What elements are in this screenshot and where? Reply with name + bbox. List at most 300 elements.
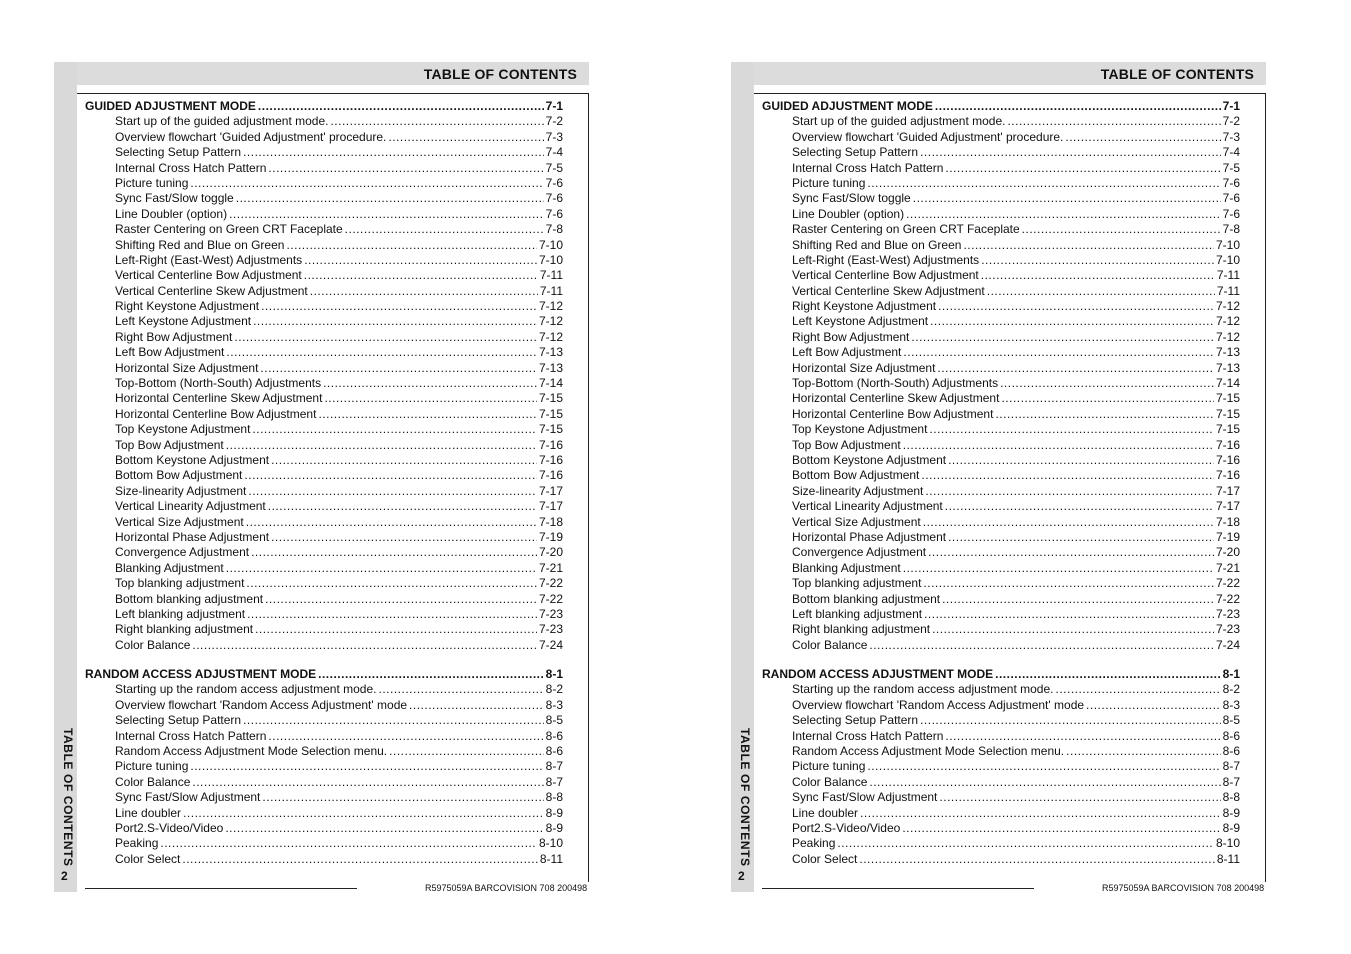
toc-entry-page: 7-8 [545, 222, 563, 237]
toc-entry-title: Horizontal Phase Adjustment [792, 529, 947, 544]
toc-entry-page: 7-5 [1222, 160, 1240, 175]
toc-entry-title: Color Select [792, 851, 858, 866]
toc-entry-page: 7-3 [545, 129, 563, 144]
toc-entry-page: 7-13 [1215, 360, 1240, 375]
toc-entry-title: RANDOM ACCESS ADJUSTMENT MODE [762, 667, 994, 682]
toc-entry-page: 7-21 [1215, 560, 1240, 575]
toc-entry-page: 8-7 [1222, 774, 1240, 789]
toc-entry-page: 8-6 [545, 728, 563, 743]
toc-entry-title: Convergence Adjustment [792, 545, 927, 560]
toc-entry-title: Horizontal Size Adjustment [115, 360, 259, 375]
toc-entry-page: 7-4 [1222, 145, 1240, 160]
toc-entry-page: 7-15 [538, 406, 563, 421]
dot-leader [226, 345, 537, 360]
toc-entry [85, 592, 563, 607]
toc-entry-title: Vertical Size Adjustment [792, 514, 921, 529]
dot-leader [1086, 698, 1221, 713]
toc-entry-title: GUIDED ADJUSTMENT MODE [762, 99, 933, 113]
dot-leader [229, 207, 544, 222]
toc-entry-page: 7-13 [1215, 345, 1240, 360]
footer-text: R5975059A BARCOVISION 708 200498 [1102, 883, 1265, 893]
dot-leader [265, 592, 537, 607]
dot-leader [246, 515, 537, 530]
dot-leader [1007, 114, 1220, 129]
toc-entry [85, 345, 563, 360]
toc-entry-page: 7-12 [1215, 299, 1240, 314]
toc-entry-title: Color Balance [115, 774, 191, 789]
dot-leader [304, 253, 537, 268]
toc-entry-title: Bottom Bow Adjustment [792, 468, 920, 483]
toc-entry [762, 314, 1240, 329]
toc-entry [85, 713, 563, 728]
toc-entry-page: 8-9 [1222, 805, 1240, 820]
dot-leader [388, 130, 543, 145]
dot-leader [236, 191, 544, 206]
toc-entry-page: 8-2 [1222, 682, 1240, 697]
toc-entry [85, 530, 563, 545]
dot-leader [246, 576, 537, 591]
toc-entry-title: Right Bow Adjustment [115, 329, 233, 344]
toc-entry [762, 468, 1240, 483]
toc-entry-page: 7-20 [538, 545, 563, 560]
toc-entry [762, 515, 1240, 530]
toc-entry [85, 253, 563, 268]
toc-entry-title: Peaking [792, 836, 836, 851]
toc-entry [85, 176, 563, 191]
dot-leader [286, 238, 537, 253]
toc-entry-title: Convergence Adjustment [115, 545, 250, 560]
toc-section-heading [85, 667, 563, 682]
page-right [731, 62, 1269, 892]
dot-leader [389, 744, 544, 759]
toc-entry-title: Start up of the guided adjustment mode. [115, 114, 329, 129]
toc-entry [762, 607, 1240, 622]
toc-entry-page: 7-6 [1222, 175, 1240, 190]
toc-entry [762, 530, 1240, 545]
toc-entry-page: 8-7 [545, 774, 563, 789]
toc-entry-page: 7-12 [538, 299, 563, 314]
toc-entry-title: Horizontal Centerline Skew Adjustment [115, 391, 323, 406]
dot-leader [903, 345, 1214, 360]
toc-section-heading [762, 99, 1240, 114]
toc-entry-title: Picture tuning [115, 759, 189, 774]
dot-leader [932, 622, 1214, 637]
toc-entry-title: Bottom Keystone Adjustment [792, 452, 947, 467]
toc-entry-page: 7-11 [539, 268, 563, 283]
dot-leader [318, 407, 537, 422]
dot-leader [1055, 682, 1220, 697]
toc-entry [762, 345, 1240, 360]
toc-entry-page: 8-6 [545, 744, 563, 759]
toc-entry-page: 7-6 [545, 175, 563, 190]
toc-entry-page: 8-6 [1222, 728, 1240, 743]
toc-entry-title: Top Bow Adjustment [115, 437, 224, 452]
dot-leader [190, 176, 543, 191]
toc-entry [762, 682, 1240, 697]
dot-leader [869, 638, 1214, 653]
toc-entry-page: 7-15 [1215, 422, 1240, 437]
toc-entry [85, 161, 563, 176]
toc-entry [85, 821, 563, 836]
toc-entry-page: 7-11 [1216, 268, 1240, 283]
toc-entry [762, 438, 1240, 453]
dot-leader [1001, 391, 1214, 406]
dot-leader [271, 453, 537, 468]
toc-entry-title: Color Balance [792, 637, 868, 652]
dot-leader [995, 407, 1214, 422]
dot-leader [323, 376, 537, 391]
dot-leader [409, 698, 544, 713]
toc-entry-title: Horizontal Centerline Bow Adjustment [115, 406, 317, 421]
page-number: 2 [61, 869, 68, 883]
toc-entry [85, 852, 563, 867]
toc-entry-page: 7-17 [1215, 499, 1240, 514]
toc-entry-title: Line Doubler (option) [792, 206, 905, 221]
toc-entry-title: Vertical Linearity Adjustment [115, 499, 266, 514]
toc-entry [762, 561, 1240, 576]
toc-entry-page: 8-7 [1222, 759, 1240, 774]
toc-entry-title: Picture tuning [792, 759, 866, 774]
toc-entry [762, 299, 1240, 314]
table-of-contents [85, 99, 563, 881]
toc-entry-title: Top Keystone Adjustment [792, 422, 928, 437]
toc-entry [85, 744, 563, 759]
toc-entry [85, 222, 563, 237]
dot-leader [190, 759, 543, 774]
toc-entry-page: 8-1 [545, 667, 563, 682]
dot-leader [948, 453, 1214, 468]
toc-entry-page: 7-15 [1215, 391, 1240, 406]
dot-leader [929, 422, 1214, 437]
toc-entry-page: 7-23 [538, 622, 563, 637]
dot-leader [913, 191, 1221, 206]
page-left [54, 62, 592, 892]
toc-entry-page: 7-6 [1222, 191, 1240, 206]
toc-entry-title: Vertical Centerline Bow Adjustment [792, 268, 979, 283]
toc-entry-page: 7-16 [538, 452, 563, 467]
toc-entry [762, 330, 1240, 345]
dot-leader [945, 729, 1220, 744]
toc-entry-page: 7-6 [1222, 206, 1240, 221]
dot-leader [260, 361, 537, 376]
toc-entry-page: 7-22 [1215, 591, 1240, 606]
dot-leader [935, 99, 1221, 114]
dot-leader [248, 484, 537, 499]
toc-entry [762, 191, 1240, 206]
dot-leader [1022, 222, 1221, 237]
toc-section [85, 99, 563, 653]
toc-entry-page: 7-17 [538, 483, 563, 498]
dot-leader [942, 592, 1214, 607]
toc-entry-title: Port2.S-Video/Video [792, 820, 901, 835]
toc-entry-title: Right Keystone Adjustment [792, 299, 937, 314]
toc-entry-title: Color Balance [115, 637, 191, 652]
toc-entry [762, 284, 1240, 299]
toc-section [762, 99, 1240, 653]
toc-entry-page: 7-8 [1222, 222, 1240, 237]
dot-leader [930, 314, 1214, 329]
toc-entry [85, 759, 563, 774]
toc-entry-title: Top Bow Adjustment [792, 437, 901, 452]
dot-leader [995, 667, 1221, 682]
toc-entry-title: Top blanking adjustment [115, 576, 245, 591]
toc-entry [85, 422, 563, 437]
toc-entry [762, 638, 1240, 653]
footer-rule [85, 888, 357, 889]
toc-entry [762, 222, 1240, 237]
toc-entry [762, 407, 1240, 422]
dot-leader [928, 545, 1214, 560]
dot-leader [160, 836, 537, 851]
toc-entry-title: Top blanking adjustment [792, 576, 922, 591]
toc-entry-page: 8-10 [1215, 836, 1240, 851]
toc-entry [85, 622, 563, 637]
toc-entry-title: Horizontal Phase Adjustment [115, 529, 270, 544]
toc-entry [762, 576, 1240, 591]
toc-entry-title: Overview flowchart 'Random Access Adjustment' mode [792, 697, 1085, 712]
toc-entry-title: Bottom Keystone Adjustment [115, 452, 270, 467]
toc-entry-page: 8-7 [545, 759, 563, 774]
toc-entry [85, 284, 563, 299]
page-number: 2 [738, 869, 745, 883]
toc-entry-page: 7-13 [538, 345, 563, 360]
toc-entry-page: 7-19 [538, 529, 563, 544]
toc-entry-title: Blanking Adjustment [792, 560, 901, 575]
toc-entry-page: 8-5 [1222, 713, 1240, 728]
toc-entry-page: 7-21 [538, 560, 563, 575]
dot-leader [262, 790, 543, 805]
toc-entry-page: 8-9 [545, 820, 563, 835]
toc-entry-title: Horizontal Size Adjustment [792, 360, 936, 375]
toc-entry-title: Line Doubler (option) [115, 206, 228, 221]
dot-leader [981, 268, 1215, 283]
toc-entry-page: 7-16 [538, 468, 563, 483]
toc-entry-title: Color Balance [792, 774, 868, 789]
toc-entry-title: Left blanking adjustment [792, 606, 923, 621]
toc-entry-title: Starting up the random access adjustment mode. [792, 682, 1054, 697]
toc-entry-title: Left-Right (East-West) Adjustments [792, 252, 980, 267]
dot-leader [226, 561, 537, 576]
toc-entry-title: Left Keystone Adjustment [115, 314, 252, 329]
toc-entry-title: Size-linearity Adjustment [115, 483, 247, 498]
dot-leader [225, 821, 543, 836]
toc-entry [85, 729, 563, 744]
toc-entry-title: Selecting Setup Pattern [115, 145, 242, 160]
dot-leader [1066, 744, 1221, 759]
toc-entry-title: Selecting Setup Pattern [792, 145, 919, 160]
toc-entry [762, 698, 1240, 713]
toc-entry-title: Port2.S-Video/Video [115, 820, 224, 835]
dot-leader [1065, 130, 1220, 145]
toc-entry-page: 7-4 [545, 145, 563, 160]
toc-entry-page: 7-16 [538, 437, 563, 452]
toc-entry-title: Left Bow Adjustment [792, 345, 902, 360]
toc-entry-page: 8-11 [539, 851, 563, 866]
toc-entry-title: Right blanking adjustment [115, 622, 254, 637]
toc-entry-title: Bottom Bow Adjustment [115, 468, 243, 483]
dot-leader [182, 852, 537, 867]
toc-entry [762, 806, 1240, 821]
dot-leader [268, 729, 543, 744]
toc-entry-title: Internal Cross Hatch Pattern [792, 160, 944, 175]
toc-entry-page: 7-16 [1215, 468, 1240, 483]
toc-entry-page: 7-17 [1215, 483, 1240, 498]
toc-entry [85, 698, 563, 713]
toc-entry [85, 775, 563, 790]
toc-entry [762, 453, 1240, 468]
toc-entry-page: 7-10 [1215, 237, 1240, 252]
toc-entry [762, 130, 1240, 145]
dot-leader [921, 468, 1214, 483]
toc-entry-page: 8-8 [1222, 790, 1240, 805]
toc-section-heading [762, 667, 1240, 682]
toc-section [762, 667, 1240, 867]
toc-entry-title: Starting up the random access adjustment mode. [115, 682, 377, 697]
toc-entry [85, 638, 563, 653]
dot-leader [945, 499, 1214, 514]
toc-entry [762, 592, 1240, 607]
toc-entry-title: Left blanking adjustment [115, 606, 246, 621]
toc-entry-page: 7-1 [1222, 99, 1240, 113]
toc-entry-title: Internal Cross Hatch Pattern [115, 728, 267, 743]
toc-entry-title: Line doubler [792, 805, 859, 820]
toc-entry [85, 330, 563, 345]
dot-leader [258, 99, 544, 114]
toc-entry-page: 7-22 [538, 591, 563, 606]
toc-entry-page: 7-12 [1215, 314, 1240, 329]
dot-leader [867, 176, 1220, 191]
toc-entry-title: Internal Cross Hatch Pattern [115, 160, 267, 175]
toc-entry [85, 682, 563, 697]
toc-entry-page: 7-14 [538, 376, 563, 391]
toc-entry [85, 836, 563, 851]
toc-entry-title: RANDOM ACCESS ADJUSTMENT MODE [85, 667, 317, 682]
toc-entry-page: 7-12 [538, 329, 563, 344]
toc-entry [85, 438, 563, 453]
toc-entry-page: 7-22 [538, 576, 563, 591]
toc-entry-page: 7-2 [545, 114, 563, 129]
toc-entry [85, 268, 563, 283]
toc-entry-page: 8-9 [1222, 820, 1240, 835]
dot-leader [192, 775, 543, 790]
dot-leader [304, 268, 538, 283]
toc-entry-page: 7-23 [1215, 606, 1240, 621]
toc-entry [762, 268, 1240, 283]
toc-entry [85, 453, 563, 468]
dot-leader [925, 484, 1214, 499]
toc-entry-page: 7-11 [539, 283, 563, 298]
toc-entry-page: 7-16 [1215, 452, 1240, 467]
toc-section [85, 667, 563, 867]
dot-leader [867, 759, 1220, 774]
dot-leader [948, 530, 1214, 545]
dot-leader [923, 576, 1214, 591]
dot-leader [902, 821, 1220, 836]
toc-entry-title: Raster Centering on Green CRT Faceplate [115, 222, 343, 237]
dot-leader [860, 806, 1221, 821]
dot-leader [345, 222, 544, 237]
header-title: TABLE OF CONTENTS [423, 66, 577, 82]
toc-entry [762, 821, 1240, 836]
toc-entry-page: 7-10 [538, 252, 563, 267]
toc-entry [762, 253, 1240, 268]
toc-entry-title: Raster Centering on Green CRT Faceplate [792, 222, 1020, 237]
toc-entry-title: Bottom blanking adjustment [792, 591, 941, 606]
toc-entry-page: 7-3 [1222, 129, 1240, 144]
dot-leader [261, 299, 537, 314]
toc-entry-title: Right Bow Adjustment [792, 329, 910, 344]
toc-entry [85, 407, 563, 422]
toc-entry-page: 7-11 [1216, 283, 1240, 298]
dot-leader [923, 515, 1214, 530]
toc-entry [762, 376, 1240, 391]
toc-entry-title: Overview flowchart 'Guided Adjustment' procedure. [115, 129, 387, 144]
toc-entry [85, 376, 563, 391]
toc-entry-page: 7-12 [538, 314, 563, 329]
toc-entry [762, 145, 1240, 160]
dot-leader [906, 207, 1221, 222]
toc-entry [762, 775, 1240, 790]
toc-entry-title: Internal Cross Hatch Pattern [792, 728, 944, 743]
toc-entry [85, 515, 563, 530]
footer-text: R5975059A BARCOVISION 708 200498 [425, 883, 588, 893]
header-bar [77, 62, 589, 85]
toc-entry-title: GUIDED ADJUSTMENT MODE [85, 99, 256, 113]
toc-entry [762, 238, 1240, 253]
toc-entry-title: Left Bow Adjustment [115, 345, 225, 360]
toc-entry-title: Right blanking adjustment [792, 622, 931, 637]
toc-entry [762, 361, 1240, 376]
toc-entry [762, 114, 1240, 129]
dot-leader [251, 545, 537, 560]
toc-entry [762, 744, 1240, 759]
toc-entry [85, 484, 563, 499]
toc-entry-title: Shifting Red and Blue on Green [115, 237, 285, 252]
dot-leader [324, 391, 537, 406]
toc-entry [762, 484, 1240, 499]
toc-entry [762, 836, 1240, 851]
toc-entry-page: 7-1 [545, 99, 563, 113]
toc-entry [85, 114, 563, 129]
dot-leader [268, 161, 543, 176]
dot-leader [252, 422, 537, 437]
toc-entry [85, 499, 563, 514]
toc-entry-title: Random Access Adjustment Mode Selection menu. [792, 744, 1065, 759]
toc-entry-page: 8-3 [1222, 697, 1240, 712]
toc-entry-page: 7-12 [1215, 329, 1240, 344]
dot-leader [243, 145, 544, 160]
toc-entry-title: Size-linearity Adjustment [792, 483, 924, 498]
toc-entry-title: Color Select [115, 851, 181, 866]
toc-entry-title: Top-Bottom (North-South) Adjustments [115, 376, 322, 391]
toc-entry-title: Horizontal Centerline Skew Adjustment [792, 391, 1000, 406]
dot-leader [192, 638, 537, 653]
dot-leader [939, 790, 1220, 805]
dot-leader [963, 238, 1214, 253]
toc-entry-page: 8-11 [1216, 851, 1240, 866]
toc-entry-page: 7-10 [538, 237, 563, 252]
toc-entry [762, 852, 1240, 867]
toc-entry-title: Picture tuning [792, 175, 866, 190]
toc-entry-page: 8-2 [545, 682, 563, 697]
toc-entry-page: 8-1 [1222, 667, 1240, 682]
toc-entry-page: 7-15 [1215, 406, 1240, 421]
toc-entry-title: Left-Right (East-West) Adjustments [115, 252, 303, 267]
toc-entry-page: 7-23 [1215, 622, 1240, 637]
toc-entry [85, 314, 563, 329]
toc-entry-title: Selecting Setup Pattern [115, 713, 242, 728]
toc-entry-page: 7-15 [538, 422, 563, 437]
